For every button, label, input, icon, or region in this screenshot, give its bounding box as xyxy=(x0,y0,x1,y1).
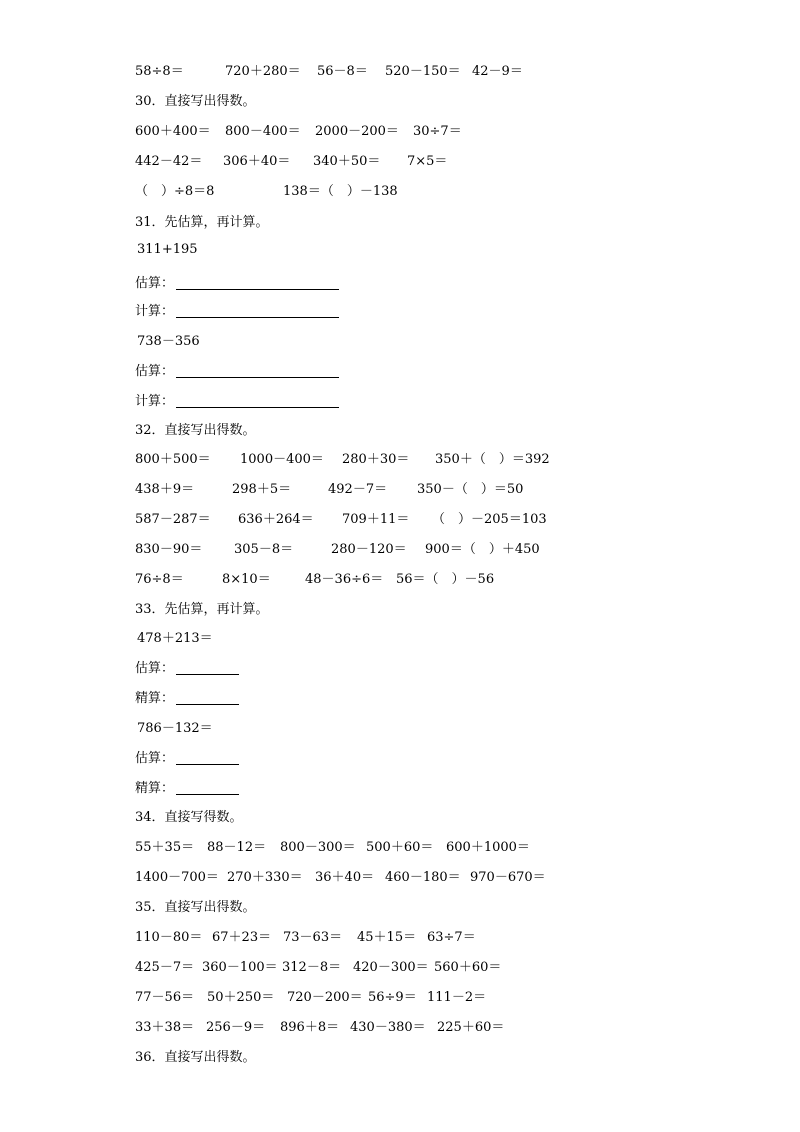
equation: 305－8＝ xyxy=(234,542,294,557)
equation: 1000－400＝ xyxy=(240,452,324,467)
equation: 800＋500＝ xyxy=(135,452,211,467)
expression-line xyxy=(0,240,800,260)
answer-line xyxy=(0,274,800,294)
answer-label: 估算： xyxy=(135,661,175,676)
equation: 306＋40＝ xyxy=(223,154,291,169)
question-title: 35．直接写出得数。 xyxy=(135,900,256,915)
equation: 900＝（ ）＋450 xyxy=(425,542,540,557)
answer-label: 估算： xyxy=(135,364,175,379)
answer-blank[interactable] xyxy=(176,674,239,675)
equation: 50＋250＝ xyxy=(207,990,275,1005)
equation: 280＋30＝ xyxy=(342,452,410,467)
answer-blank[interactable] xyxy=(176,377,339,378)
question-title: 33．先估算，再计算。 xyxy=(135,602,269,617)
equation: 77－56＝ xyxy=(135,990,195,1005)
equation: 225＋60＝ xyxy=(437,1020,505,1035)
equation: 720－200＝ xyxy=(287,990,363,1005)
equation: 425－7＝ xyxy=(135,960,195,975)
question-title: 34．直接写得数。 xyxy=(135,810,243,825)
equation: 280－120＝ xyxy=(331,542,407,557)
question-heading xyxy=(0,898,800,918)
answer-label: 精算： xyxy=(135,781,175,796)
equation: 48－36÷6＝ xyxy=(305,572,384,587)
question-title: 30．直接写出得数。 xyxy=(135,94,256,109)
equation: 2000－200＝ xyxy=(315,124,399,139)
answer-label: 精算： xyxy=(135,691,175,706)
equation: 111－2＝ xyxy=(427,990,487,1005)
equation-row xyxy=(0,510,800,530)
question-heading xyxy=(0,1048,800,1068)
equation: 970－670＝ xyxy=(470,870,546,885)
equation: 8×10＝ xyxy=(222,572,271,587)
equation: 350＋（ ）＝392 xyxy=(435,452,550,467)
answer-line xyxy=(0,659,800,679)
equation-row xyxy=(0,450,800,470)
equation-row xyxy=(0,182,800,202)
equation: 88－12＝ xyxy=(207,840,267,855)
answer-blank[interactable] xyxy=(176,704,239,705)
question-heading xyxy=(0,600,800,620)
equation: 430－380＝ xyxy=(350,1020,426,1035)
equation: 600＋1000＝ xyxy=(446,840,530,855)
equation: 56＝（ ）－56 xyxy=(396,572,495,587)
equation-row xyxy=(0,928,800,948)
equation: 56÷9＝ xyxy=(368,990,417,1005)
answer-label: 估算： xyxy=(135,751,175,766)
question-title: 32．直接写出得数。 xyxy=(135,423,256,438)
equation: 492－7＝ xyxy=(328,482,388,497)
equation: 500＋60＝ xyxy=(366,840,434,855)
equation-row xyxy=(0,868,800,888)
answer-blank[interactable] xyxy=(176,764,239,765)
equation: 720＋280＝ xyxy=(225,64,301,79)
equation-row xyxy=(0,62,800,82)
equation: 256－9＝ xyxy=(206,1020,266,1035)
equation-row xyxy=(0,1018,800,1038)
question-title: 36．直接写出得数。 xyxy=(135,1050,256,1065)
equation: 350－（ ）＝50 xyxy=(417,482,524,497)
equation-row xyxy=(0,570,800,590)
equation: 800－300＝ xyxy=(280,840,356,855)
question-heading xyxy=(0,808,800,828)
answer-blank[interactable] xyxy=(176,289,339,290)
equation: 587－287＝ xyxy=(135,512,211,527)
equation: 76÷8＝ xyxy=(135,572,184,587)
equation-row xyxy=(0,122,800,142)
equation: 73－63＝ xyxy=(283,930,343,945)
expression-line xyxy=(0,332,800,352)
equation-row xyxy=(0,540,800,560)
answer-line xyxy=(0,779,800,799)
equation: 45＋15＝ xyxy=(357,930,417,945)
equation: 438＋9＝ xyxy=(135,482,195,497)
equation: 138＝（ ）－138 xyxy=(283,184,398,199)
equation: 636＋264＝ xyxy=(238,512,314,527)
equation: 442－42＝ xyxy=(135,154,203,169)
equation: 110－80＝ xyxy=(135,930,203,945)
equation: 460－180＝ xyxy=(385,870,461,885)
answer-label: 计算： xyxy=(135,304,175,319)
equation-row xyxy=(0,838,800,858)
equation: 520－150＝ xyxy=(385,64,461,79)
expression: 311+195 xyxy=(137,242,198,257)
equation-row xyxy=(0,480,800,500)
answer-label: 估算： xyxy=(135,276,175,291)
equation-row xyxy=(0,958,800,978)
equation: 560＋60＝ xyxy=(434,960,502,975)
equation: 33＋38＝ xyxy=(135,1020,195,1035)
equation: 36＋40＝ xyxy=(315,870,375,885)
answer-line xyxy=(0,362,800,382)
answer-label: 计算： xyxy=(135,394,175,409)
equation: 420－300＝ xyxy=(353,960,429,975)
equation: 360－100＝ xyxy=(202,960,278,975)
equation: 42－9＝ xyxy=(472,64,523,79)
equation: 67＋23＝ xyxy=(212,930,272,945)
question-heading xyxy=(0,213,800,233)
equation: 270＋330＝ xyxy=(227,870,303,885)
answer-blank[interactable] xyxy=(176,317,339,318)
equation: 55＋35＝ xyxy=(135,840,195,855)
equation: 1400－700＝ xyxy=(135,870,219,885)
equation: 709＋11＝ xyxy=(342,512,410,527)
answer-line xyxy=(0,302,800,322)
question-heading xyxy=(0,92,800,112)
answer-line xyxy=(0,689,800,709)
expression: 738－356 xyxy=(137,334,200,349)
expression: 478＋213＝ xyxy=(137,631,213,646)
question-title: 31．先估算，再计算。 xyxy=(135,215,269,230)
equation: 63÷7＝ xyxy=(427,930,476,945)
expression: 786－132＝ xyxy=(137,721,213,736)
equation: 298＋5＝ xyxy=(232,482,292,497)
equation-row xyxy=(0,152,800,172)
equation: 340＋50＝ xyxy=(313,154,381,169)
equation: 58÷8＝ xyxy=(135,64,184,79)
equation: 312－8＝ xyxy=(282,960,342,975)
question-heading xyxy=(0,421,800,441)
answer-blank[interactable] xyxy=(176,794,239,795)
equation: 600＋400＝ xyxy=(135,124,211,139)
answer-line xyxy=(0,392,800,412)
answer-line xyxy=(0,749,800,769)
expression-line xyxy=(0,719,800,739)
equation: 7×5＝ xyxy=(407,154,448,169)
equation: 896＋8＝ xyxy=(280,1020,340,1035)
equation: （ ）÷8＝8 xyxy=(135,184,215,199)
answer-blank[interactable] xyxy=(176,407,339,408)
equation-row xyxy=(0,988,800,1008)
equation: 800－400＝ xyxy=(225,124,301,139)
equation: 830－90＝ xyxy=(135,542,203,557)
equation: 30÷7＝ xyxy=(413,124,462,139)
equation: （ ）－205＝103 xyxy=(432,512,547,527)
expression-line xyxy=(0,629,800,649)
equation: 56－8＝ xyxy=(317,64,368,79)
